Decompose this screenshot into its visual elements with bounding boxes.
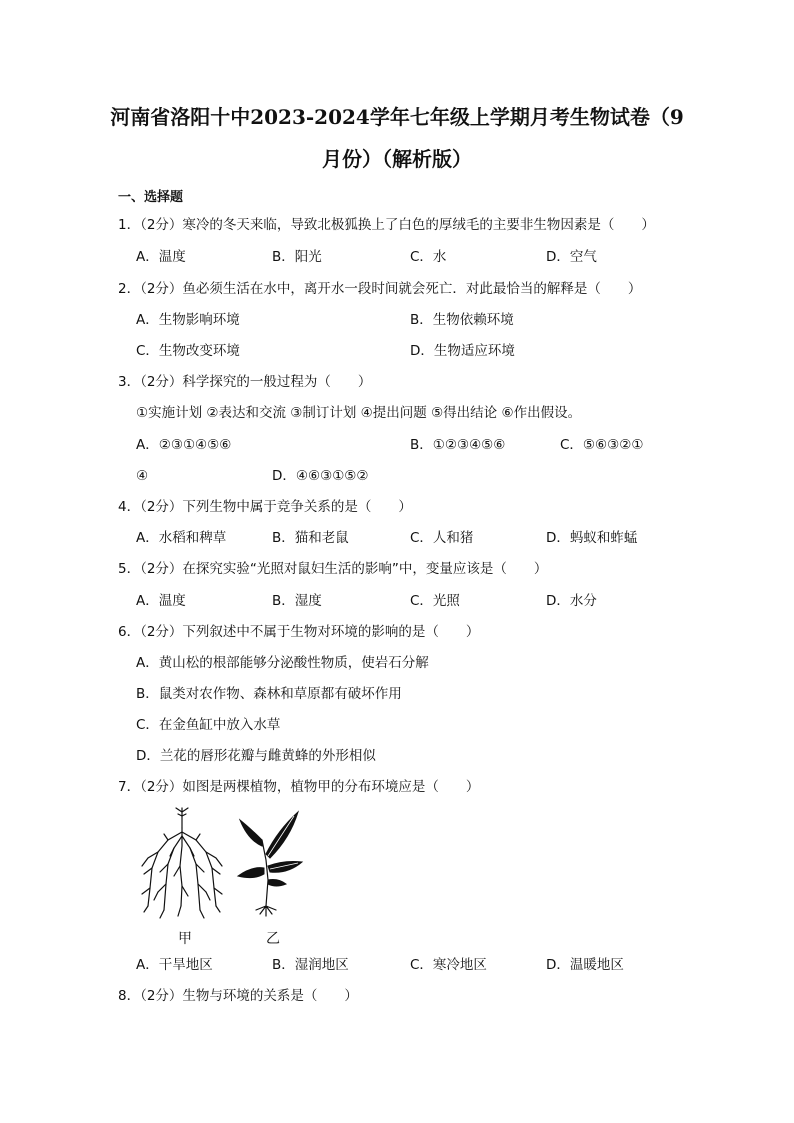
plant-jia-label: 甲 [178,931,192,947]
question-2-stem: 2．（2分）鱼必须生活在水中，离开水一段时间就会死亡．对此最恰当的解释是（ ） [118,281,642,297]
plant-yi-label: 乙 [266,931,280,947]
q1-option-b: B．阳光 [272,249,322,265]
question-1-stem: 1．（2分）寒冷的冬天来临，导致北极狐换上了白色的厚绒毛的主要非生物因素是（ ） [118,217,655,233]
page-title-line2: 月份）（解析版） [322,147,472,171]
q1-option-c: C．水 [410,249,447,265]
q1-option-a: A．温度 [136,249,186,265]
q3-option-c-cont: ④ [136,468,149,484]
q4-option-c: C．人和猪 [410,530,474,546]
q7-option-a: A．干旱地区 [136,957,213,973]
section-heading: 一、选择题 [118,190,184,205]
q2-option-a: A．生物影响环境 [136,312,240,328]
q3-option-d: D．④⑥③①⑤② [272,468,369,484]
q5-option-d: D．水分 [546,593,597,609]
q6-option-b: B．鼠类对农作物、森林和草原都有破坏作用 [136,686,402,702]
q5-option-c: C．光照 [410,593,460,609]
question-8-stem: 8．（2分）生物与环境的关系是（ ） [118,988,358,1004]
question-7-stem: 7．（2分）如图是两棵植物，植物甲的分布环境应是（ ） [118,779,480,795]
q5-option-a: A．温度 [136,593,186,609]
q3-option-a: A．②③①④⑤⑥ [136,437,232,453]
q6-option-a: A．黄山松的根部能够分泌酸性物质，使岩石分解 [136,655,429,671]
q4-option-b: B．猫和老鼠 [272,530,349,546]
q3-option-b: B．①②③④⑤⑥ [410,437,506,453]
q7-option-d: D．温暖地区 [546,957,624,973]
q4-option-d: D．蚂蚁和蚱蜢 [546,530,638,546]
q1-option-d: D．空气 [546,249,597,265]
q3-steps: ①实施计划 ②表达和交流 ③制订计划 ④提出问题 ⑤得出结论 ⑥作出假设。 [136,405,582,421]
q3-option-c: C．⑤⑥③②① [560,437,644,453]
question-3-stem: 3．（2分）科学探究的一般过程为（ ） [118,374,372,390]
question-6-stem: 6．（2分）下列叙述中不属于生物对环境的影响的是（ ） [118,624,480,640]
q4-option-a: A．水稻和稗草 [136,530,227,546]
q6-option-c: C．在金鱼缸中放入水草 [136,717,281,733]
q2-option-c: C．生物改变环境 [136,343,240,359]
plant-yi-figure [232,810,304,920]
plant-jia-figure [138,806,228,924]
q2-option-d: D．生物适应环境 [410,343,515,359]
page-title-line1: 河南省洛阳十中2023-2024学年七年级上学期月考生物试卷（9 [110,105,684,129]
question-5-stem: 5．（2分）在探究实验“光照对鼠妇生活的影响”中，变量应该是（ ） [118,561,548,577]
q7-option-b: B．湿润地区 [272,957,349,973]
q7-option-c: C．寒冷地区 [410,957,487,973]
q6-option-d: D．兰花的唇形花瓣与雌黄蜂的外形相似 [136,748,376,764]
q5-option-b: B．湿度 [272,593,322,609]
question-4-stem: 4．（2分）下列生物中属于竞争关系的是（ ） [118,499,412,515]
q2-option-b: B．生物依赖环境 [410,312,514,328]
